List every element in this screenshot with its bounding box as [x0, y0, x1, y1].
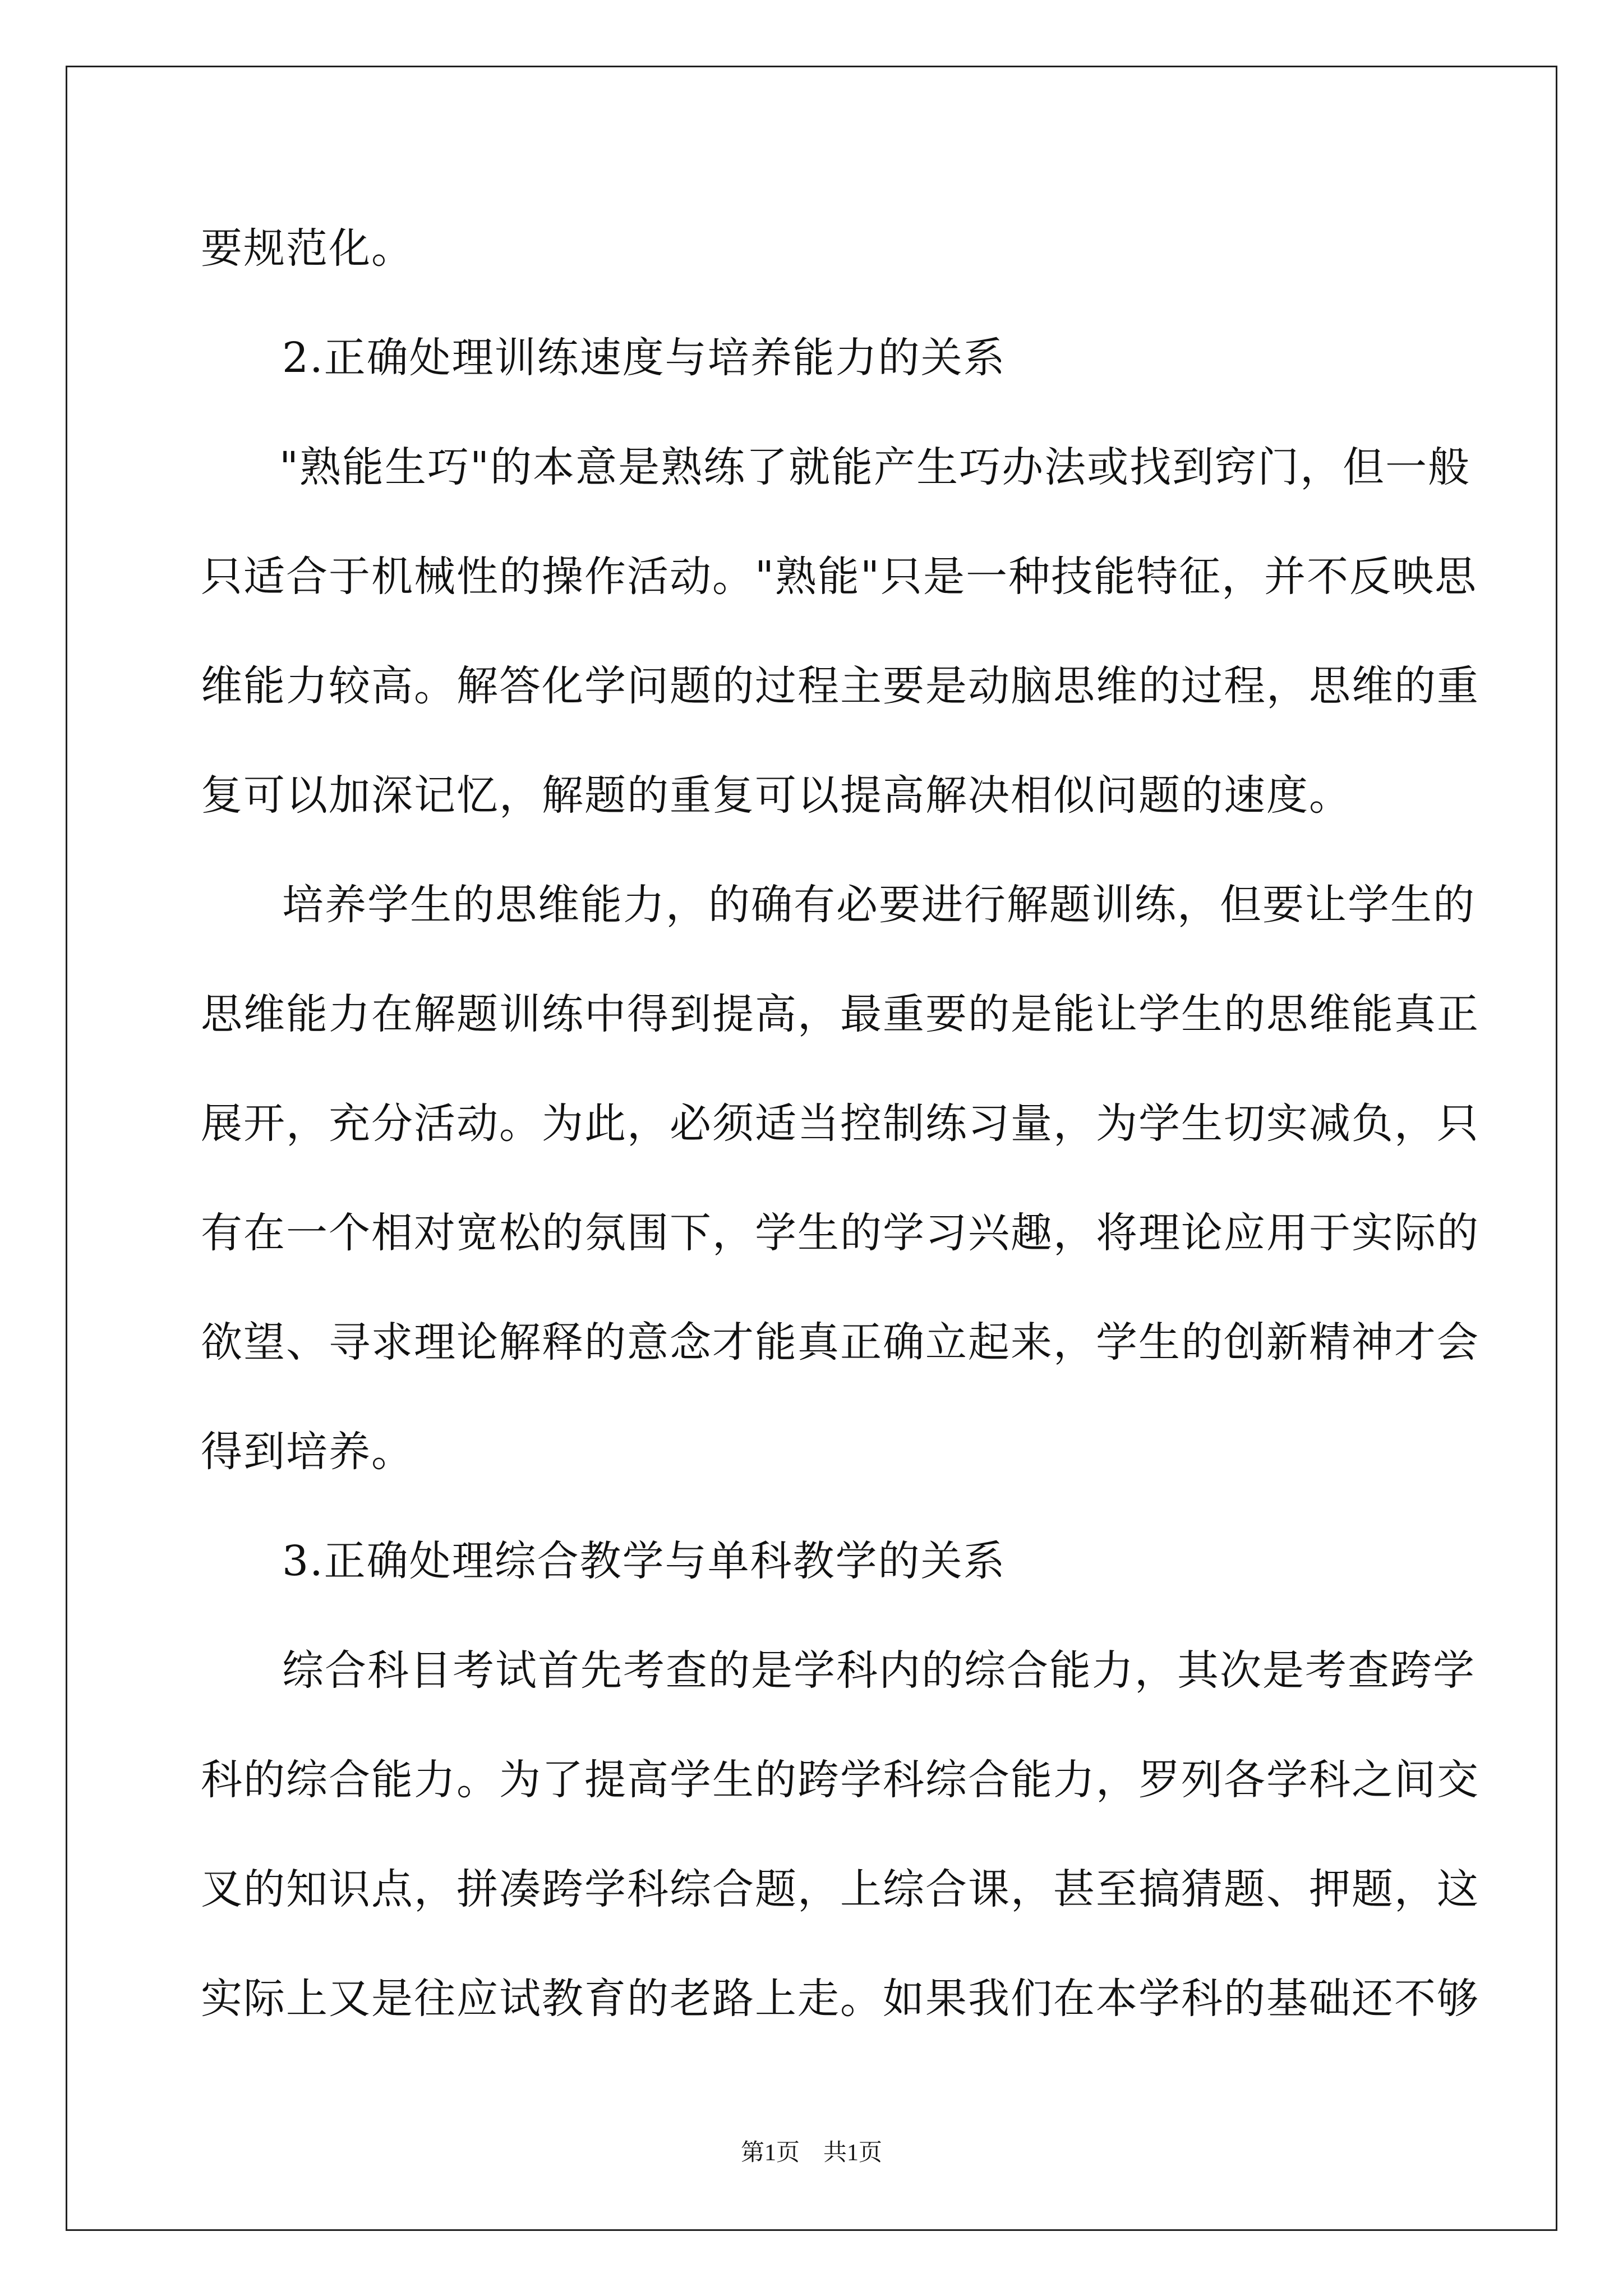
paragraph-line: 只适合于机械性的操作活动。"熟能"只是一种技能特征，并不反映思 [201, 553, 1478, 601]
paragraph-line: "熟能生巧"的本意是熟练了就能产生巧办法或找到窍门，但一般 [279, 443, 1471, 491]
paragraph-line: 实际上又是往应试教育的老路上走。如果我们在本学科的基础还不够 [201, 1975, 1479, 2023]
paragraph-line: 欲望、寻求理论解释的意念才能真正确立起来，学生的创新精神才会 [201, 1318, 1479, 1366]
paragraph-line: 综合科目考试首先考查的是学科内的综合能力，其次是考查跨学 [282, 1646, 1476, 1695]
paragraph-line: 有在一个相对宽松的氛围下，学生的学习兴趣，将理论应用于实际的 [201, 1209, 1479, 1257]
paragraph-line: 科的综合能力。为了提高学生的跨学科综合能力，罗列各学科之间交 [201, 1756, 1479, 1804]
paragraph-line: 得到培养。 [201, 1428, 414, 1476]
paragraph-line: 维能力较高。解答化学问题的过程主要是动脑思维的过程，思维的重 [201, 662, 1479, 710]
paragraph-line: 思维能力在解题训练中得到提高，最重要的是能让学生的思维能真正 [201, 990, 1479, 1038]
paragraph-line: 培养学生的思维能力，的确有必要进行解题训练，但要让学生的 [282, 881, 1476, 929]
paragraph-line: 要规范化。 [201, 224, 414, 273]
paragraph-line: 复可以加深记忆，解题的重复可以提高解决相似问题的速度。 [201, 771, 1352, 820]
page-number: 第1页 共1页 [740, 2140, 882, 2166]
paragraph-line: 展开，充分活动。为此，必须适当控制练习量，为学生切实减负，只 [201, 1099, 1479, 1148]
section-heading: 3.正确处理综合教学与单科教学的关系 [282, 1537, 1006, 1585]
paragraph-line: 叉的知识点，拼凑跨学科综合题，上综合课，甚至搞猜题、押题，这 [201, 1865, 1479, 1913]
section-heading: 2.正确处理训练速度与培养能力的关系 [282, 334, 1006, 382]
